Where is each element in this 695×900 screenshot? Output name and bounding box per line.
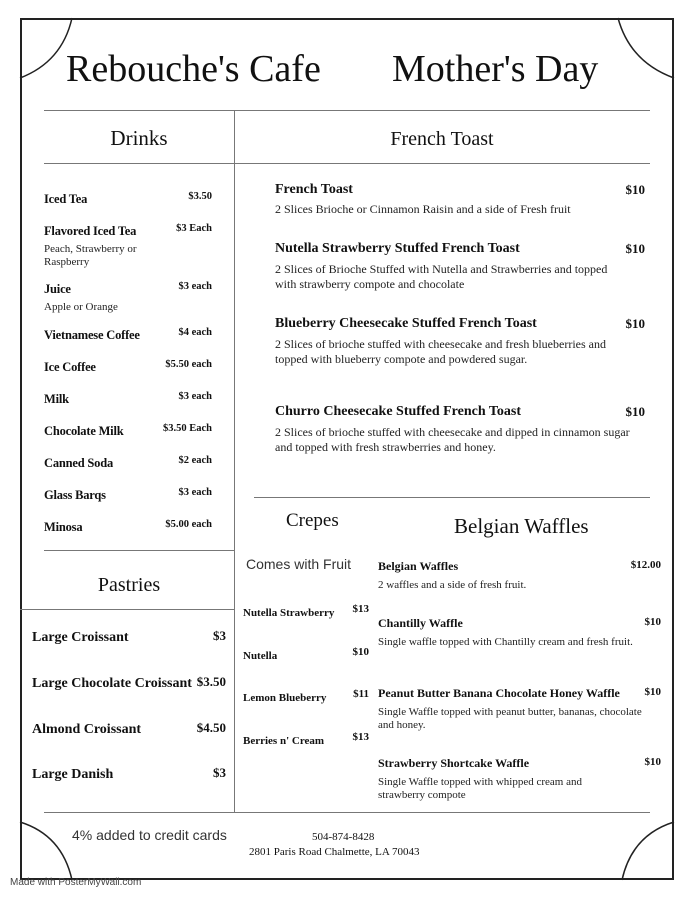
drink-name: Milk [44, 392, 69, 406]
french-toast-description: 2 Slices of Brioche Stuffed with Nutella and Strawberries and topped with strawberry compote and chocolate [275, 262, 608, 291]
pastry-item [32, 674, 226, 692]
french-toast-name: Churro Cheesecake Stuffed French Toast [275, 404, 522, 419]
french-toast-price: $10 [625, 404, 645, 419]
drink-item [44, 190, 212, 208]
drink-item [44, 358, 212, 376]
rule-pastries-head [20, 609, 234, 610]
drink-price: $5.00 each [165, 519, 212, 530]
drink-name: Minosa [44, 520, 83, 534]
drink-item [44, 454, 212, 472]
drink-price: $4 each [178, 327, 212, 338]
event-title: Mother's Day [392, 48, 599, 90]
pastry-item [32, 765, 226, 783]
french-toast-name: Blueberry Cheesecake Stuffed French Toast [275, 316, 537, 331]
french-toast-item [275, 404, 645, 454]
drink-item [44, 222, 212, 269]
pastry-name: Large Danish [32, 767, 114, 782]
corner-ornament-top-left [20, 18, 72, 78]
drink-item [44, 280, 212, 314]
corner-ornament-bottom-left [20, 822, 72, 880]
crepe-name: Nutella [243, 650, 278, 662]
pastry-name: Large Croissant [32, 630, 129, 645]
pastry-price: $3 [213, 628, 226, 643]
waffle-description: Single waffle topped with Chantilly cream and fresh fruit. [378, 636, 633, 648]
crepe-price: $13 [352, 731, 369, 743]
pastry-item [32, 628, 226, 646]
drink-price: $3 Each [176, 223, 212, 234]
crepe-price: $13 [352, 603, 369, 615]
waffles-heading: Belgian Waffles [454, 514, 589, 538]
french-toast-price: $10 [625, 241, 645, 256]
waffle-price: $10 [644, 616, 661, 628]
drink-item [44, 422, 212, 440]
french-toast-item [275, 316, 645, 366]
waffle-item [378, 686, 661, 732]
french-toast-item [275, 182, 645, 217]
pastry-price: $3 [213, 765, 226, 780]
pastry-item [32, 720, 226, 738]
drinks-heading: Drinks [110, 126, 168, 150]
french-toast-description: 2 Slices Brioche or Cinnamon Raisin and a side of Fresh fruit [275, 202, 571, 216]
cafe-name: Rebouche's Cafe [66, 48, 321, 90]
french-toast-heading: French Toast [390, 128, 494, 150]
crepe-item [243, 731, 369, 749]
pastry-price: $4.50 [196, 720, 226, 735]
waffle-description: Single Waffle topped with whipped cream and strawberry compote [378, 776, 582, 801]
corner-ornament-bottom-right [622, 822, 674, 880]
french-toast-price: $10 [625, 316, 645, 331]
crepe-name: Nutella Strawberry [243, 607, 335, 619]
drink-item [44, 390, 212, 408]
drink-name: Glass Barqs [44, 488, 106, 502]
credit-card-note: 4% added to credit cards [72, 827, 227, 843]
drink-description: Apple or Orange [44, 301, 118, 313]
drink-item [44, 518, 212, 536]
waffle-name: Peanut Butter Banana Chocolate Honey Waffle [378, 686, 620, 700]
crepes-note: Comes with Fruit [246, 556, 352, 572]
drink-price: $5.50 each [165, 359, 212, 370]
rule-toast-bottom [254, 497, 650, 498]
crepes-heading: Crepes [286, 510, 339, 531]
waffle-item [378, 616, 661, 649]
drink-name: Ice Coffee [44, 360, 96, 374]
drink-price: $3 each [178, 281, 212, 292]
crepe-name: Berries n' Cream [243, 735, 325, 747]
waffle-name: Strawberry Shortcake Waffle [378, 756, 530, 770]
crepe-item [243, 603, 369, 621]
waffle-price: $10 [644, 756, 661, 768]
pastry-price: $3.50 [196, 674, 226, 689]
french-toast-description: 2 Slices of brioche stuffed with cheesecake and dipped in cinnamon sugar and topped with fresh strawberries and honey. [275, 425, 630, 454]
crepe-item [243, 688, 369, 706]
drink-name: Flavored Iced Tea [44, 224, 137, 238]
corner-ornament-top-right [618, 18, 674, 78]
crepe-item [243, 646, 369, 664]
rule-header [44, 110, 650, 111]
drink-price: $2 each [178, 455, 212, 466]
waffle-price: $12.00 [630, 559, 661, 571]
watermark: Made with PosterMyWall.com [10, 877, 142, 888]
waffle-name: Belgian Waffles [378, 559, 459, 573]
pastry-name: Large Chocolate Croissant [32, 676, 192, 691]
waffle-name: Chantilly Waffle [378, 616, 463, 630]
rule-drinks-bottom [44, 550, 234, 551]
drink-item [44, 486, 212, 504]
drink-price: $3 each [178, 487, 212, 498]
drink-name: Chocolate Milk [44, 424, 124, 438]
drink-price: $3.50 Each [162, 423, 212, 434]
address: 2801 Paris Road Chalmette, LA 70043 [249, 846, 420, 858]
waffle-description: 2 waffles and a side of fresh fruit. [378, 579, 527, 591]
pastries-heading: Pastries [97, 574, 161, 596]
french-toast-item [275, 241, 645, 291]
waffle-item [378, 756, 661, 802]
french-toast-name: Nutella Strawberry Stuffed French Toast [275, 241, 520, 256]
waffle-price: $10 [644, 686, 661, 698]
drink-price: $3.50 [188, 191, 212, 202]
drink-name: Canned Soda [44, 456, 114, 470]
waffle-item [378, 559, 661, 592]
phone-number: 504-874-8428 [312, 831, 375, 843]
waffle-description: Single Waffle topped with peanut butter, bananas, chocolate and honey. [378, 706, 642, 731]
drink-name: Vietnamese Coffee [44, 328, 140, 342]
crepe-price: $10 [352, 646, 369, 658]
drink-name: Juice [44, 282, 71, 296]
drink-name: Iced Tea [44, 192, 88, 206]
french-toast-name: French Toast [275, 182, 353, 197]
crepe-price: $11 [353, 688, 369, 700]
french-toast-description: 2 Slices of brioche stuffed with cheesecake and fresh blueberries and topped with blueberry compote and powdered sugar. [275, 337, 606, 366]
french-toast-price: $10 [625, 182, 645, 197]
pastry-name: Almond Croissant [32, 722, 142, 737]
rule-column-divider [234, 110, 235, 812]
rule-footer [44, 812, 650, 813]
drink-price: $3 each [178, 391, 212, 402]
drink-description: Peach, Strawberry or Raspberry [44, 243, 137, 268]
crepe-name: Lemon Blueberry [243, 692, 327, 704]
drink-item [44, 326, 212, 344]
rule-subheader [44, 163, 650, 164]
